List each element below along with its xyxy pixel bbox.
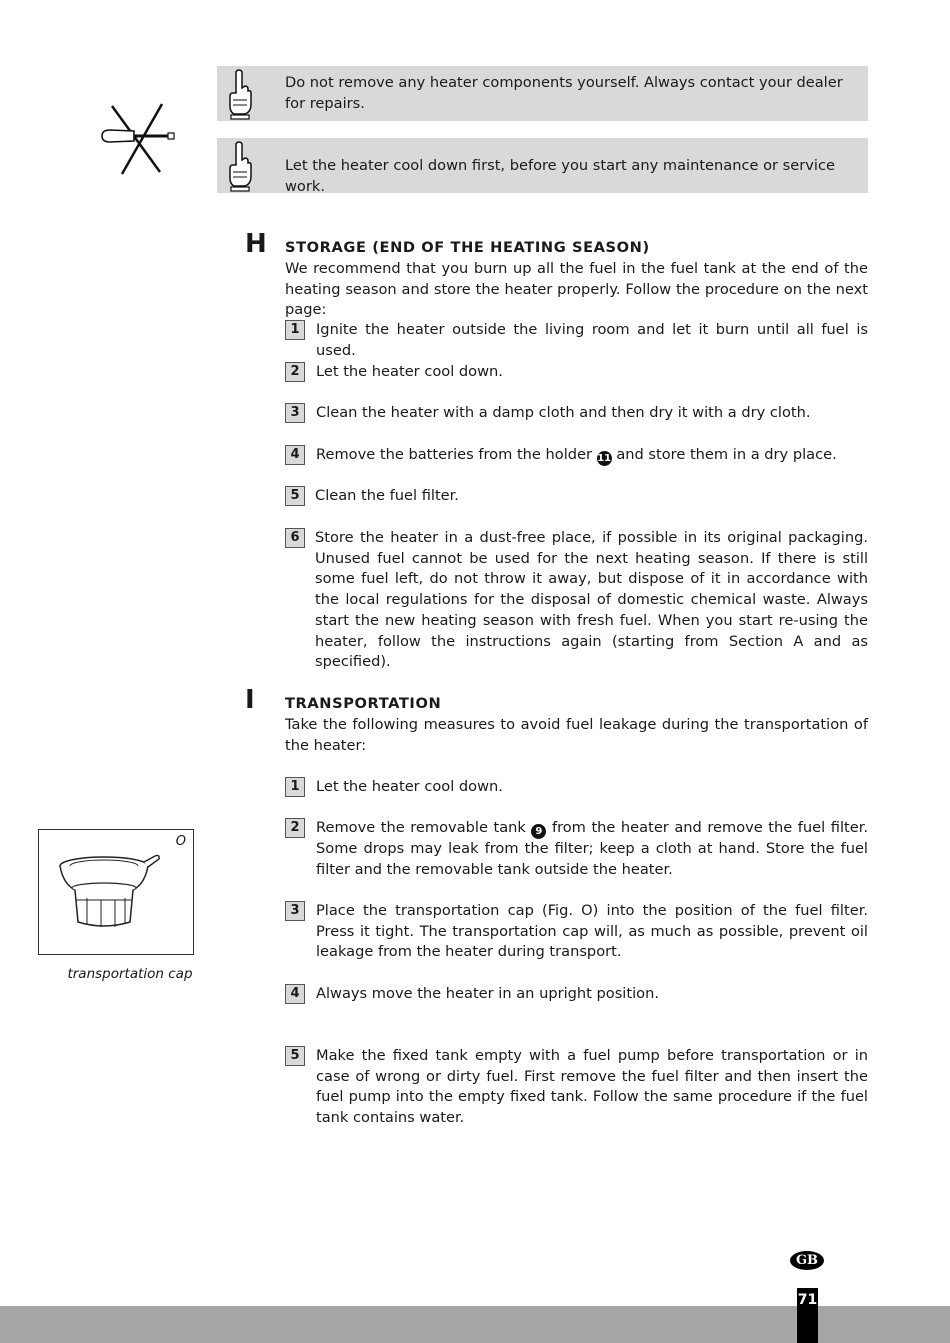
- step-text: Always move the heater in an upright position.: [316, 985, 659, 1002]
- step-item: [285, 984, 868, 1005]
- step-text: Clean the heater with a damp cloth and then dry it with a dry cloth.: [316, 404, 811, 421]
- step-text-part: from the heater and remove the fuel filter. Some drops may leak from the filter; keep a cloth at hand. Store the fuel filter and the removable tank outside the heater.: [316, 819, 868, 878]
- notice-text: Do not remove any heater components yourself. Always contact your dealer for repairs.: [285, 74, 843, 112]
- section-title: TRANSPORTATION: [285, 695, 442, 712]
- figure-label: O: [175, 834, 186, 849]
- transportation-cap-illustration: [39, 830, 193, 954]
- step-item: [285, 403, 868, 424]
- figure-transportation-cap: [38, 829, 194, 955]
- section-letter: H: [245, 229, 267, 259]
- step-number: 4: [285, 445, 305, 465]
- step-item: [285, 320, 868, 361]
- step-text: [316, 445, 868, 466]
- reference-number-badge: 9: [531, 824, 546, 839]
- reference-number-badge: 11: [597, 453, 612, 464]
- pointing-hand-icon: [225, 68, 255, 120]
- step-number: 6: [285, 528, 305, 548]
- step-text: Let the heater cool down.: [316, 778, 503, 795]
- section-letter: I: [245, 685, 255, 715]
- step-item: [285, 362, 868, 383]
- no-tools-icon: [98, 100, 178, 176]
- step-item: [285, 528, 868, 673]
- step-text-part: Remove the removable tank: [316, 819, 526, 836]
- section-intro: We recommend that you burn up all the fuel in the fuel tank at the end of the heating season and store the heater properly. Follow the procedure on the next page:: [285, 260, 868, 319]
- step-item: [285, 818, 868, 880]
- step-number: 5: [285, 1046, 305, 1066]
- step-number: 3: [285, 403, 305, 423]
- step-number: 1: [285, 320, 305, 340]
- section-intro: Take the following measures to avoid fuel leakage during the transportation of the heater:: [285, 716, 868, 754]
- step-item: [285, 1046, 868, 1129]
- page-number: 71: [797, 1288, 818, 1343]
- step-number: 3: [285, 901, 305, 921]
- pointing-hand-icon: [225, 140, 255, 192]
- step-text: Place the transportation cap (Fig. O) into the position of the fuel filter. Press it tight. The transportation cap will, as much as possible, prevent oil leakage from the heater during transport.: [316, 902, 868, 961]
- step-text: Let the heater cool down.: [316, 363, 503, 380]
- step-item: [285, 486, 868, 507]
- figure-caption: transportation cap: [67, 966, 193, 982]
- step-number: 2: [285, 818, 305, 838]
- step-text: Store the heater in a dust-free place, if possible in its original packaging. Unused fuel cannot be used for the next heating season. If there is still some fuel left, do not throw it away, but dispose of it in accordance with the local regulations for the disposal of domestic chemical waste. Always start the new heating season with fresh fuel. When you start re-using the heater, follow the instructions again (starting from Section A and as specified).: [315, 529, 868, 671]
- step-number: 5: [285, 486, 305, 506]
- step-item: [285, 445, 868, 466]
- step-text: Clean the fuel filter.: [315, 487, 459, 504]
- step-number: 2: [285, 362, 305, 382]
- step-text: Make the fixed tank empty with a fuel pump before transportation or in case of wrong or dirty fuel. First remove the fuel filter and then insert the fuel pump into the empty fixed tank. Follow the same procedure if the fuel tank contains water.: [316, 1047, 868, 1127]
- step-text: [316, 818, 868, 880]
- step-number: 1: [285, 777, 305, 797]
- warning-notice: [217, 138, 868, 193]
- step-item: [285, 777, 868, 798]
- step-item: [285, 901, 868, 963]
- section-title: STORAGE (END OF THE HEATING SEASON): [285, 239, 650, 256]
- step-text-part: Remove the batteries from the holder: [316, 446, 593, 463]
- warning-notice: [217, 66, 868, 121]
- notice-text: Let the heater cool down first, before you start any maintenance or service work.: [285, 157, 835, 195]
- step-number: 4: [285, 984, 305, 1004]
- step-text-part: and store them in a dry place.: [616, 446, 837, 463]
- country-badge: GB: [790, 1251, 824, 1270]
- step-text: Ignite the heater outside the living room and let it burn until all fuel is used.: [316, 321, 868, 359]
